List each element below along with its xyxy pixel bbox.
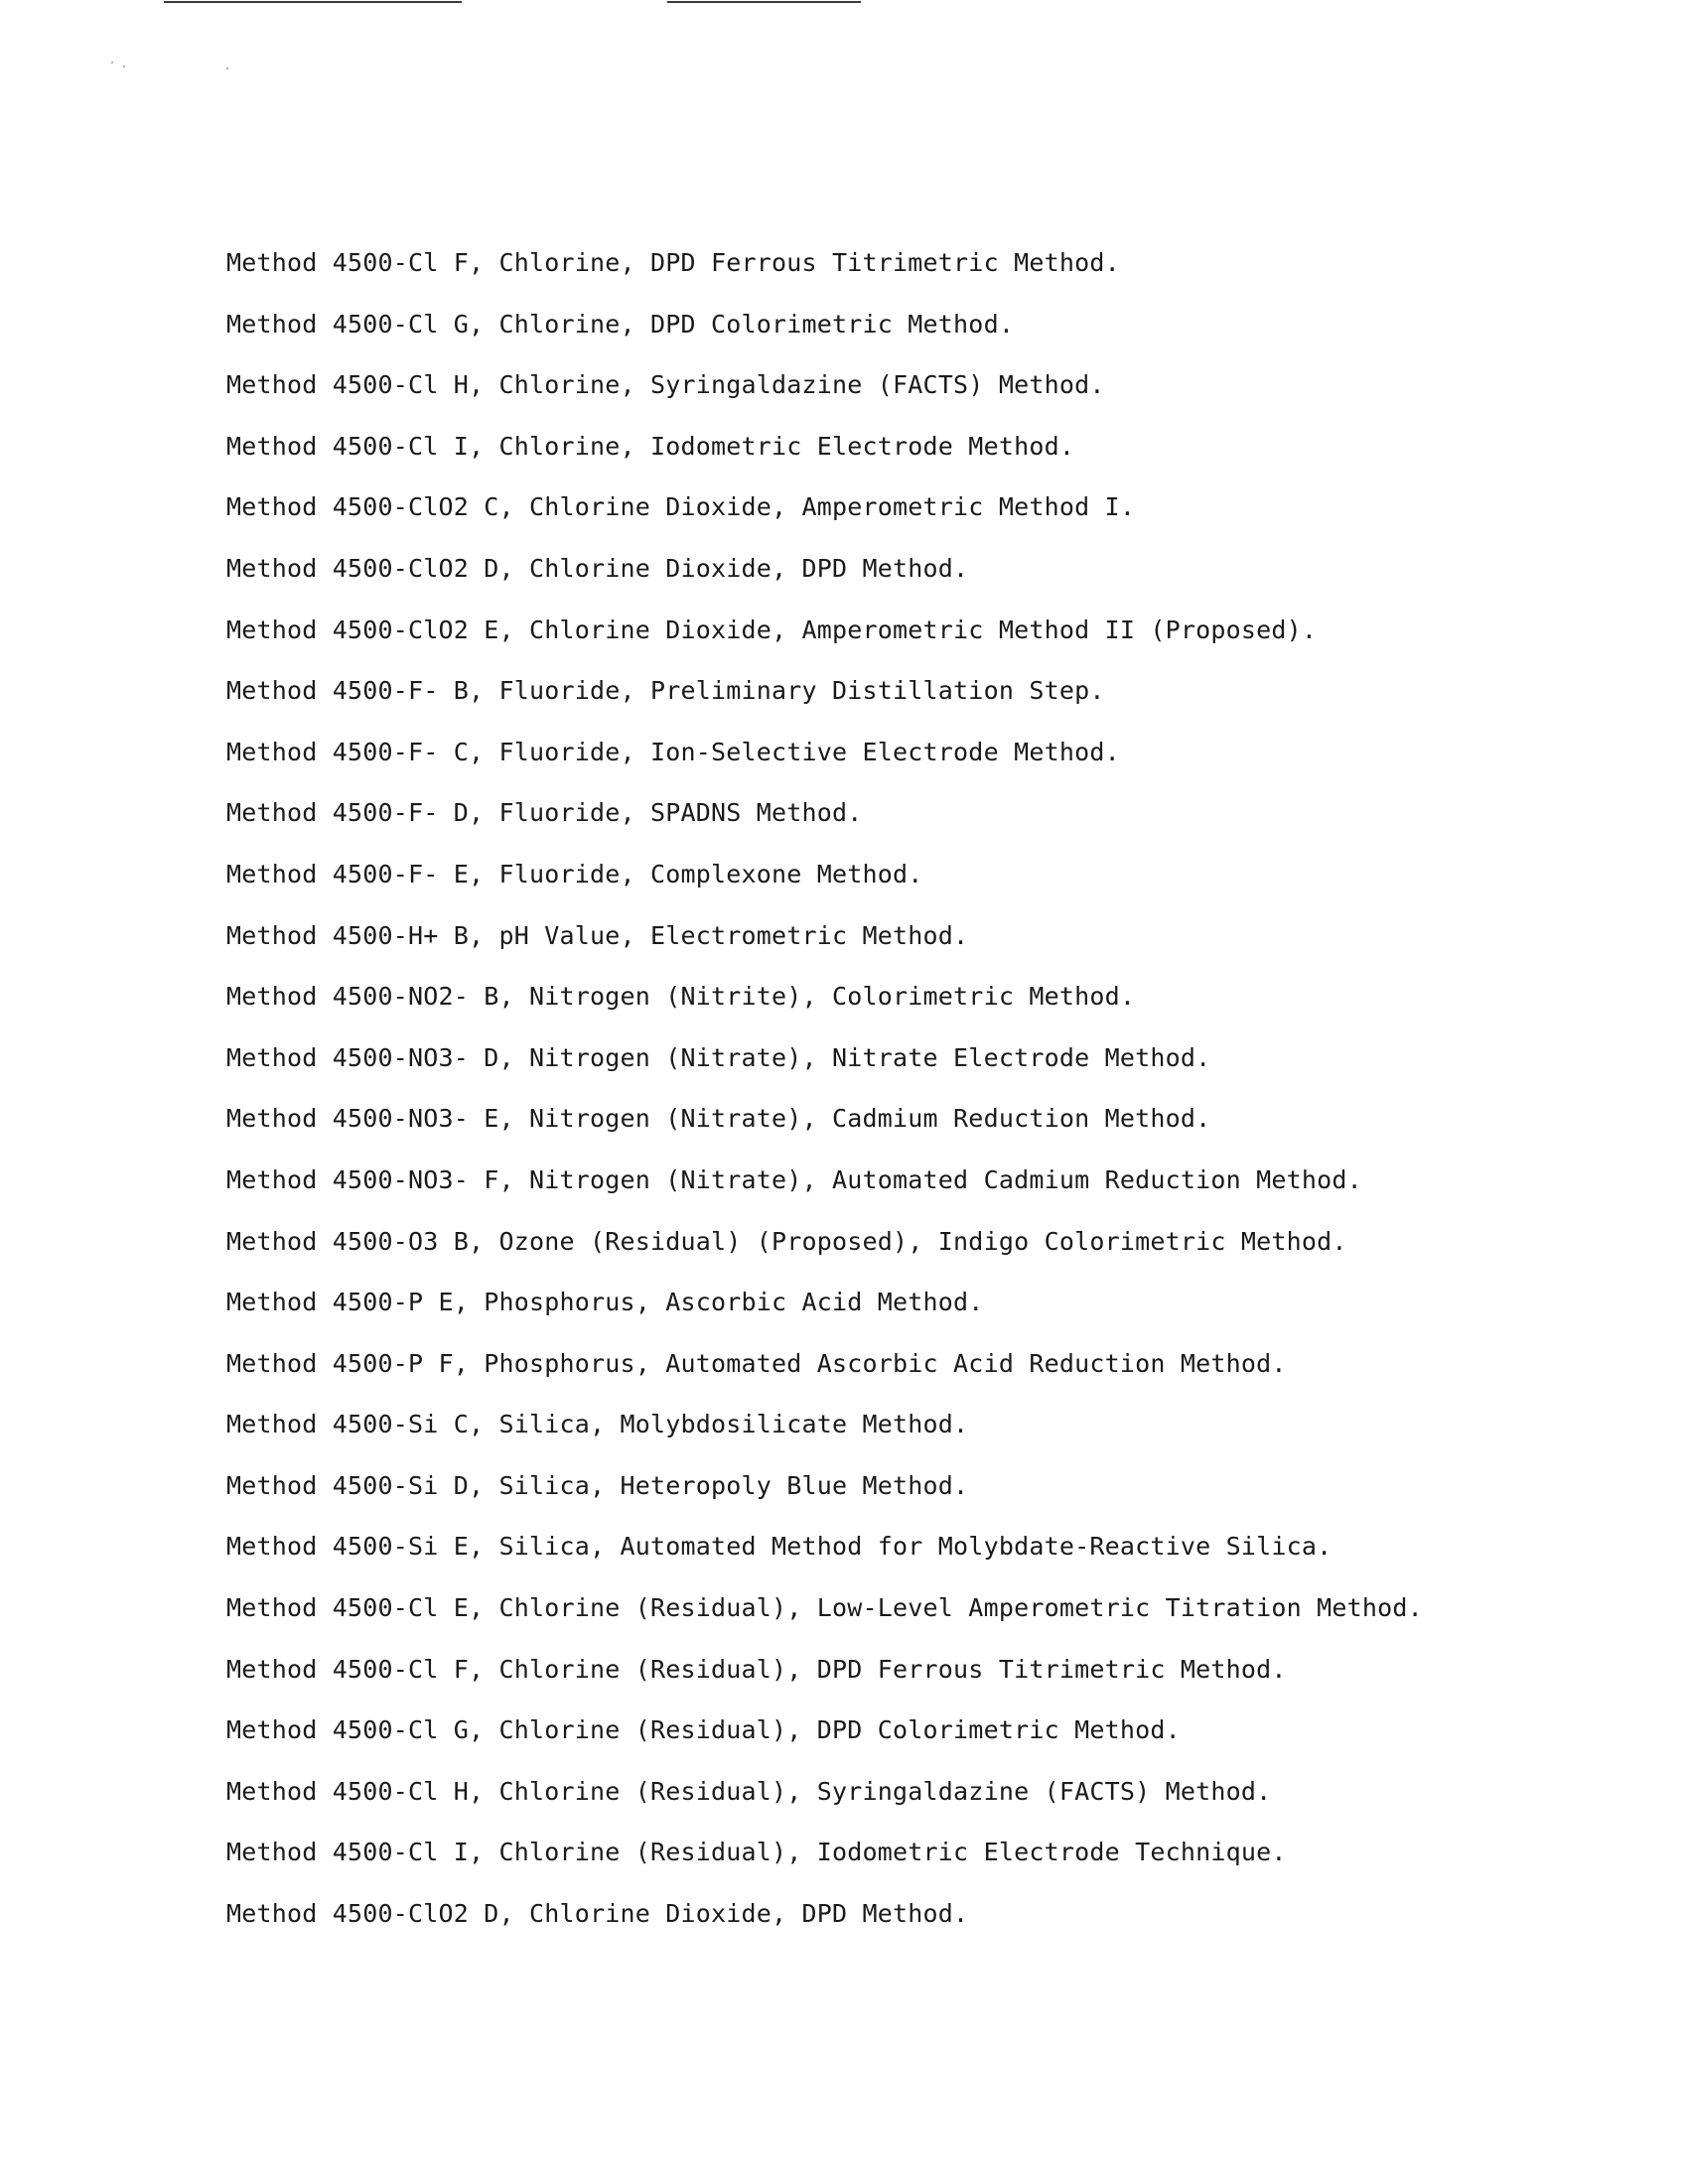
method-line: Method 4500-Cl E, Chlorine (Residual), Low-Level Amperometric Titration Method. bbox=[226, 1593, 1423, 1623]
method-line: Method 4500-Si C, Silica, Molybdosilicate Method. bbox=[226, 1410, 969, 1439]
method-line: Method 4500-Cl G, Chlorine (Residual), DPD Colorimetric Method. bbox=[226, 1715, 1181, 1745]
method-line: Method 4500-ClO2 C, Chlorine Dioxide, Amperometric Method I. bbox=[226, 492, 1136, 522]
method-line: Method 4500-Cl G, Chlorine, DPD Colorimetric Method. bbox=[226, 309, 1015, 339]
method-line: Method 4500-P F, Phosphorus, Automated Ascorbic Acid Reduction Method. bbox=[226, 1348, 1287, 1378]
method-line: Method 4500-Cl H, Chlorine, Syringaldazine (FACTS) Method. bbox=[226, 370, 1105, 400]
method-line: Method 4500-Cl H, Chlorine (Residual), Syringaldazine (FACTS) Method. bbox=[226, 1776, 1272, 1806]
method-line: Method 4500-F- E, Fluoride, Complexone Method. bbox=[226, 859, 923, 888]
method-line: Method 4500-F- D, Fluoride, SPADNS Method. bbox=[226, 798, 863, 828]
scan-speck bbox=[111, 62, 113, 64]
method-line: Method 4500-NO3- D, Nitrogen (Nitrate), Nitrate Electrode Method. bbox=[226, 1042, 1211, 1072]
method-line: Method 4500-Si D, Silica, Heteropoly Blue Method. bbox=[226, 1470, 969, 1500]
method-line: Method 4500-Cl I, Chlorine, Iodometric Electrode Method. bbox=[226, 431, 1075, 461]
method-line: Method 4500-Cl F, Chlorine (Residual), DPD Ferrous Titrimetric Method. bbox=[226, 1654, 1287, 1684]
method-line: Method 4500-NO2- B, Nitrogen (Nitrite), Colorimetric Method. bbox=[226, 982, 1136, 1012]
method-line: Method 4500-ClO2 D, Chlorine Dioxide, DPD Method. bbox=[226, 553, 969, 583]
method-line: Method 4500-Cl I, Chlorine (Residual), Iodometric Electrode Technique. bbox=[226, 1838, 1287, 1867]
method-line: Method 4500-H+ B, pH Value, Electrometric Method. bbox=[226, 920, 969, 950]
scan-speck bbox=[226, 68, 228, 69]
top-rule-right bbox=[667, 1, 861, 3]
method-list bbox=[226, 240, 1423, 1953]
method-line: Method 4500-Cl F, Chlorine, DPD Ferrous Titrimetric Method. bbox=[226, 248, 1120, 277]
method-line: Method 4500-F- C, Fluoride, Ion-Selective Electrode Method. bbox=[226, 737, 1120, 766]
scan-speck bbox=[123, 66, 125, 68]
method-line: Method 4500-Si E, Silica, Automated Method for Molybdate-Reactive Silica. bbox=[226, 1532, 1333, 1562]
method-line: Method 4500-P E, Phosphorus, Ascorbic Acid Method. bbox=[226, 1288, 984, 1317]
method-line: Method 4500-ClO2 E, Chlorine Dioxide, Amperometric Method II (Proposed). bbox=[226, 614, 1318, 644]
method-line: Method 4500-NO3- E, Nitrogen (Nitrate), Cadmium Reduction Method. bbox=[226, 1104, 1211, 1134]
method-line: Method 4500-O3 B, Ozone (Residual) (Proposed), Indigo Colorimetric Method. bbox=[226, 1226, 1347, 1256]
top-rule-left bbox=[164, 1, 462, 3]
method-line: Method 4500-NO3- F, Nitrogen (Nitrate), Automated Cadmium Reduction Method. bbox=[226, 1164, 1362, 1194]
method-line: Method 4500-F- B, Fluoride, Preliminary Distillation Step. bbox=[226, 676, 1105, 706]
method-line: Method 4500-ClO2 D, Chlorine Dioxide, DPD Method. bbox=[226, 1899, 969, 1929]
